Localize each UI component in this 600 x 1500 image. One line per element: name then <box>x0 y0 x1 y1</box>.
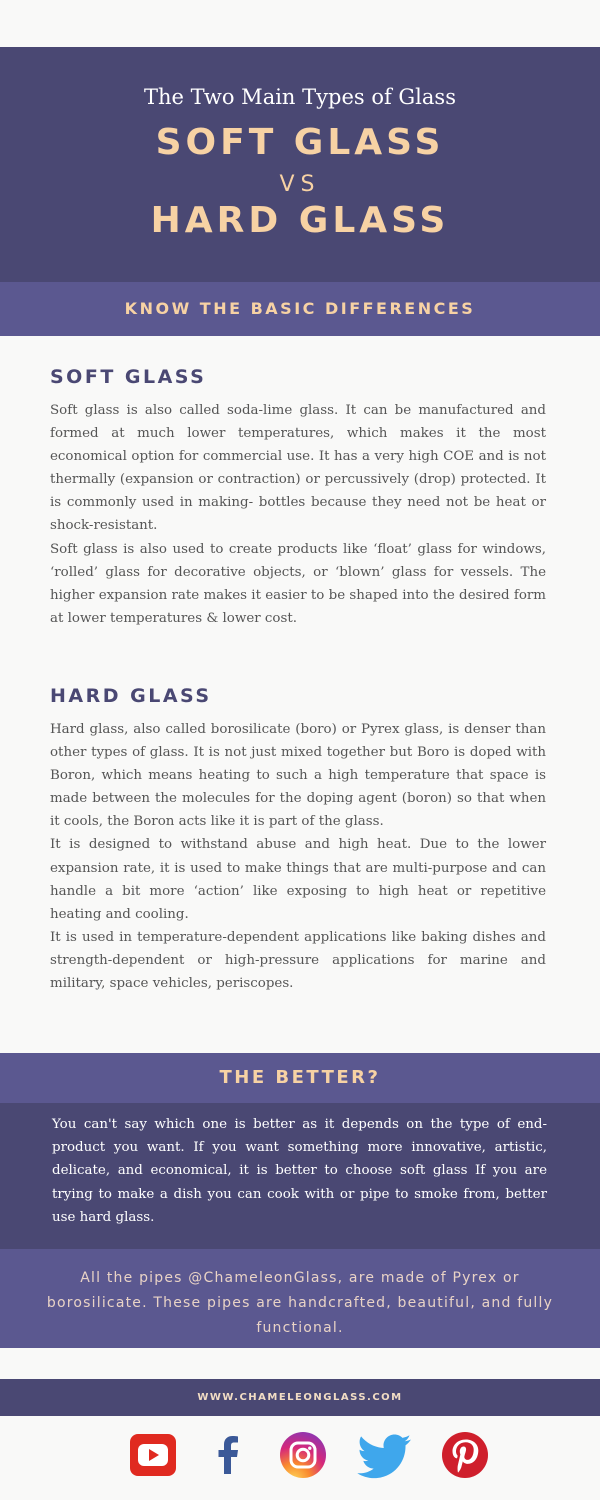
hard-glass-paragraph-3: It is used in temperature-dependent applications like baking dishes and strength-dependent or high-pressure applications for marine and military, space vehicles, periscopes. <box>50 929 546 992</box>
youtube-icon[interactable] <box>128 1430 178 1480</box>
promo-text: All the pipes @ChameleonGlass, are made of Pyrex or borosilicate. These pipes are handcrafted, beautiful, and fully functional. <box>46 1270 554 1336</box>
intro-band: KNOW THE BASIC DIFFERENCES <box>0 282 600 336</box>
facebook-icon[interactable] <box>204 1430 254 1480</box>
hard-glass-paragraph-2: It is designed to withstand abuse and high heat. Due to the lower expansion rate, it is used to make things that are multi-purpose and can handle a bit more ‘action’ like exposing to high heat or repetitive heating and cooling. <box>50 837 546 922</box>
hero-title-soft-glass: SOFT GLASS <box>155 122 445 163</box>
twitter-icon[interactable] <box>357 1430 413 1480</box>
soft-glass-paragraph-2: Soft glass is also used to create products like ‘float’ glass for windows, ‘rolled’ glass for decorative objects, or ‘blown’ glass for vessels. The higher expansion rate makes it easier to be shaped into the desired form at lower temperatures & lower cost. <box>50 541 546 626</box>
pinterest-icon[interactable] <box>440 1430 490 1480</box>
hard-glass-paragraph-1: Hard glass, also called borosilicate (boro) or Pyrex glass, is denser than other types of glass. It is not just mixed together but Boro is doped with Boron, which means heating to such a high temperature that space is made between the molecules for the doping agent (boron) so that when it cools, the Boron acts like it is part of the glass. <box>50 722 546 830</box>
better-answer: You can't say which one is better as it depends on the type of end-product you want. If you want something more innovative, artistic, delicate, and economical, it is better to choose soft glass If you are trying to make a dish you can cook with or pipe to smoke from, better use hard glass. <box>52 1117 547 1225</box>
hero-title-hard-glass: HARD GLASS <box>150 200 450 241</box>
hero-header <box>0 47 600 282</box>
soft-glass-heading: SOFT GLASS <box>50 366 207 388</box>
hard-glass-body <box>50 718 546 995</box>
promo-box <box>0 1249 600 1348</box>
soft-glass-paragraph-1: Soft glass is also called soda-lime glass. It can be manufactured and formed at much lower temperatures, which makes it the most economical option for commercial use. It has a very high COE and is not thermally (expansion or contraction) or percussively (drop) protected. It is commonly used in making- bottles because they need not be heat or shock-resistant. <box>50 403 546 534</box>
hard-glass-heading: HARD GLASS <box>50 685 212 707</box>
website-url-link[interactable]: WWW.CHAMELEONGLASS.COM <box>0 1379 600 1416</box>
soft-glass-body <box>50 399 546 630</box>
hero-vs: VS <box>279 172 321 197</box>
instagram-icon[interactable] <box>278 1430 328 1480</box>
hero-kicker: The Two Main Types of Glass <box>144 85 456 109</box>
better-answer-box <box>0 1103 600 1249</box>
better-heading: THE BETTER? <box>0 1053 600 1103</box>
